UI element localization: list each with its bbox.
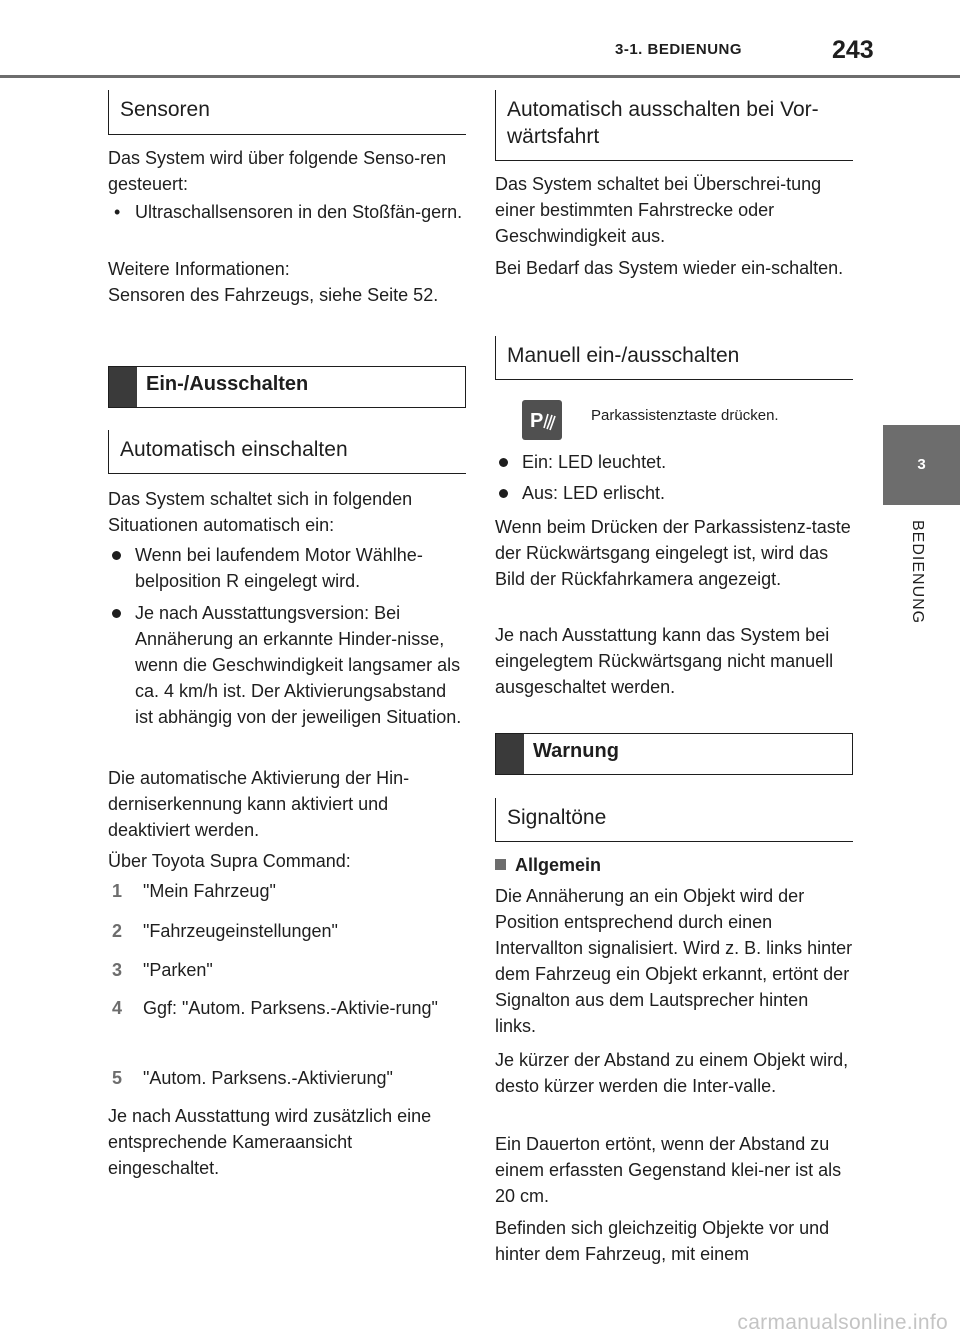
heading-ein-ausschalten xyxy=(108,366,466,408)
allgemein-text-1: Die Annäherung an ein Objekt wird der Position entsprechend durch einen Intervallton signalisiert. Wird z. B. links hinter dem Fahrzeug ein Objekt erkannt, ertönt der Signalton aus dem Lautsprecher hinten links. xyxy=(495,886,853,1036)
heading-signaltoene: Signaltöne xyxy=(495,798,853,842)
info-line-1: Weitere Informationen: xyxy=(108,259,290,279)
auto-ein-text: Das System schaltet sich in folgenden Situationen automatisch ein: xyxy=(108,489,413,535)
dash-mark: • xyxy=(114,202,121,222)
step-text: "Autom. Parksens.-Aktivierung" xyxy=(143,1068,393,1088)
step-text: Ggf: "Autom. Parksens.-Aktivie-rung" xyxy=(143,998,438,1018)
bullet-item: Je nach Ausstattungsversion: Bei Annäherung an erkannte Hinder-nisse, wenn die Geschwindigkeit langsamer als ca. 4 km/h ist. Der Aktivierungsabstand ist abhängig von der jeweiligen Situation. xyxy=(108,600,466,730)
heading-automatisch-einschalten: Automatisch einschalten xyxy=(108,430,466,474)
subheading-allgemein-text: Allgemein xyxy=(515,855,602,875)
header-section-title: 3-1. BEDIENUNG xyxy=(615,41,743,58)
reverse-text: Wenn beim Drücken der Parkassistenz-taste der Rückwärtsgang eingelegt ist, wird das Bild der Rückfahrkamera angezeigt. xyxy=(495,517,851,589)
subheading-allgemein xyxy=(495,852,601,878)
heading-automatisch-ausschalten: Automatisch ausschalten bei Vor-wärtsfahrt xyxy=(495,90,853,161)
manual-off-text: Je nach Ausstattung kann das System bei eingelegtem Rückwärtsgang nicht manuell ausgeschaltet werden. xyxy=(495,625,834,697)
step-text: "Mein Fahrzeug" xyxy=(143,881,276,901)
header-rule xyxy=(0,75,960,78)
step-number: 2 xyxy=(112,921,123,941)
step-text: "Parken" xyxy=(143,960,213,980)
heading-manuell: Manuell ein-/ausschalten xyxy=(495,336,853,380)
heading-bar xyxy=(109,367,137,407)
heading-warnung-text: Warnung xyxy=(533,740,619,762)
allgemein-text-3: Ein Dauerton ertönt, wenn der Abstand zu einem erfassten Gegenstand klei-ner ist als 20 cm. xyxy=(495,1134,842,1206)
step-item xyxy=(108,918,466,944)
allgemein-text-2: Je kürzer der Abstand zu einem Objekt wird, desto kürzer werden die Inter-valle. xyxy=(495,1050,849,1096)
activation-text: Die automatische Aktivierung der Hin-derniserkennung kann aktiviert und deaktiviert werden. xyxy=(108,768,410,840)
step-text: "Fahrzeugeinstellungen" xyxy=(143,921,338,941)
step-number: 1 xyxy=(112,881,123,901)
bullet-item: Aus: LED erlischt. xyxy=(495,480,853,506)
heading-sensoren: Sensoren xyxy=(108,90,466,135)
park-assist-caption: Parkassistenztaste drücken. xyxy=(591,407,779,424)
step-item xyxy=(108,878,466,904)
watermark: carmanualsonline.info xyxy=(737,1311,948,1334)
step-number: 4 xyxy=(112,998,123,1018)
step-number: 5 xyxy=(112,1068,123,1088)
heading-ein-ausschalten-text: Ein-/Ausschalten xyxy=(146,373,309,395)
sensoren-text: Das System wird über folgende Senso-ren gesteuert: xyxy=(108,148,447,194)
chapter-tab-label: BEDIENUNG xyxy=(909,520,926,625)
sensoren-list-item-text: Ultraschallsensoren in den Stoßfän-gern. xyxy=(135,202,463,222)
square-marker xyxy=(495,859,506,870)
step-number: 3 xyxy=(112,960,123,980)
step-item xyxy=(108,957,466,983)
info-line-2: Sensoren des Fahrzeugs, siehe Seite 52. xyxy=(108,285,439,305)
allgemein-text-4: Befinden sich gleichzeitig Objekte vor und hinter dem Fahrzeug, mit einem xyxy=(495,1218,830,1264)
step-item xyxy=(108,995,466,1021)
park-assist-icon xyxy=(522,400,562,440)
sensoren-list-item xyxy=(108,199,466,225)
step-item xyxy=(108,1065,466,1091)
chapter-tab[interactable]: 3 xyxy=(883,425,960,505)
bullet-item: Ein: LED leuchtet. xyxy=(495,449,853,475)
page-number: 243 xyxy=(832,36,874,64)
auto-aus-text-1: Das System schaltet bei Überschrei-tung einer bestimmten Fahrstrecke oder Geschwindigkeit aus. xyxy=(495,174,822,246)
camera-text: Je nach Ausstattung wird zusätzlich eine entsprechende Kameraansicht eingeschaltet. xyxy=(108,1106,432,1178)
bullet-item: Wenn bei laufendem Motor Wählhe-belposition R eingelegt wird. xyxy=(108,542,466,594)
command-text: Über Toyota Supra Command: xyxy=(108,851,351,871)
park-assist-button-image xyxy=(522,400,562,440)
heading-warnung xyxy=(495,733,853,775)
svg-text:P: P xyxy=(530,410,544,432)
heading-bar xyxy=(496,734,524,774)
auto-aus-text-2: Bei Bedarf das System wieder ein-schalten. xyxy=(495,258,844,278)
